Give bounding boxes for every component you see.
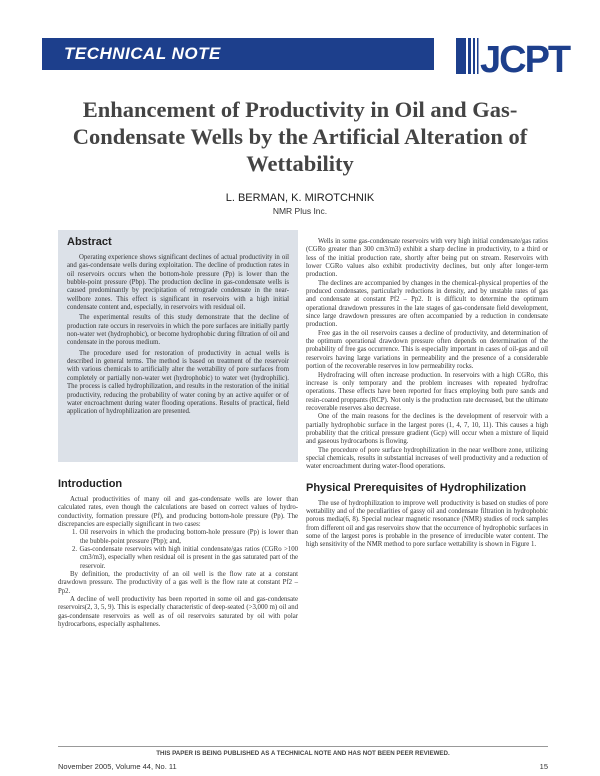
peer-review-note: THIS PAPER IS BEING PUBLISHED AS A TECHNICAL NOTE AND HAS NOT BEEN PEER REVIEWED. — [58, 746, 548, 757]
abstract-paragraph: Operating experience shows significant declines of actual productivity in oil and gas-condensate wells during exploitation. The decline of production rates in oil reservoirs occurs when the bottom-hole pressure (Pp) is lower than the bubble-point pressure (Pbp). The production decline in gas-condensate wells is caused predominantly by precipitation of retrograde condensate in the near-wellbore zones. This effect is significant in reservoirs with a high initial condensate content and, especially, in reservoirs with residual oil. — [67, 254, 289, 312]
abstract-box — [58, 230, 298, 462]
left-column — [58, 478, 298, 630]
logo-text: JCPT — [480, 39, 570, 81]
abstract-paragraph: The procedure used for restoration of productivity in actual wells is described in general terms. The method is based on treatment of the reservoir with various chemicals to artificially alter the wettability of pore surfaces from completely or partially non-water wet (hydrophobic) to water wet (hydrophilic). The process is called hydrophilization, and results in the restoration of the initial productivity, reducing the probability of water coning by an active aquifer or of water encroachment during water flooding operations. Results of practical, field application of hydrophilization are presented. — [67, 349, 289, 416]
body-paragraph: Wells in some gas-condensate reservoirs with very high initial condensate/gas ratios (CGRo greater than 300 cm3/m3) exhibit a sharp decline in productivity, to a third or less of the initial production rate, shortly after being put on stream. Reservoirs with lower CGRo values also exhibit productivity declines, but only after longer-term production. — [306, 238, 548, 279]
article-title: Enhancement of Productivity in Oil and Gas-Condensate Wells by the Artificial Alteration of Wettability — [72, 97, 528, 176]
abstract-heading: Abstract — [67, 236, 112, 248]
list-item: 1. Oil reservoirs in which the producing bottom-hole pressure (Pp) is lower than the bubble-point pressure (Pbp); and, — [72, 529, 298, 545]
abstract-paragraph: The experimental results of this study demonstrate that the decline of production rate occurs in reservoirs in which the pore surfaces are initially partly non-water wet (hydrophobic), or become hydrophobic during filtration of oil and condensate in the porous medium. — [67, 314, 289, 347]
body-paragraph: By definition, the productivity of an oil well is the flow rate at a constant drawdown pressure. The productivity of a gas well is the flow rate at constant Pf2 – Pp2. — [58, 571, 298, 595]
body-paragraph: One of the main reasons for the declines is the development of reservoir with a partially hydrophobic surface in the largest pores (1, 4, 7, 10, 11). This causes a high probability that the critical pressure gradient (Gcp) will occur when a mixture of liquid and gaseous hydrocarbons is flowing. — [306, 413, 548, 446]
list-item: 2. Gas-condensate reservoirs with high initial condensate/gas ratios (CGRo >100 cm3/m3), especially when residual oil is present in the gas saturated part of the reservoir. — [72, 546, 298, 570]
jcpt-logo — [456, 32, 570, 81]
body-paragraph: Free gas in the oil reservoirs causes a decline of productivity, and determination of the optimum operational drawdown pressure often depends on determination of the probability of free gas occurrence. This is especially important in cases of oil-gas and oil reservoirs having large variations in permeability and the presence of a considerable portion of the recoverable reserves in low permeability rocks. — [306, 329, 548, 371]
affiliation: NMR Plus Inc. — [272, 206, 328, 216]
section-heading: Physical Prerequisites of Hydrophilization — [306, 481, 527, 494]
right-column — [306, 238, 548, 550]
body-paragraph: The declines are accompanied by changes in the chemical-physical properties of the produced condensates, particularly reductions in density, and by unstable rates of gas and condensate at constant Pf2 – Pp2. It is difficult to determine the optimum operational drawdown pressures in the late stages of gas-condensate field development, since large drawdown pressures are often accompanied by a reduction in condensate production. — [306, 279, 548, 329]
authors: L. BERMAN, K. MIROTCHNIK — [225, 192, 375, 204]
body-paragraph: A decline of well productivity has been reported in some oil and gas-condensate reservoirs(2, 3, 5, 9). This is especially characteristic of deep-seated (>3,000 m) oil and gas-condensate reservoirs as well as of oil reservoirs saturated by oil with polar hydrocarbons, especially asphaltenes. — [58, 596, 298, 629]
body-paragraph: The procedure of pore surface hydrophilization in the near wellbore zone, utilizing special chemicals, results in substantial increases of well productivity and a reduction of water encroachment during water-flood operations. — [306, 446, 548, 471]
page-number: 15 — [539, 762, 548, 771]
body-paragraph: Hydrofracing will often increase production. In reservoirs with a high CGRo, this increase is only temporary and the problem increases with repeated hydrofrac operations. These effects have been reported for fracs employing both pure sands and resin-coated proppants (RCP). Not only is the production rate decreased, but the ultimate recoverable reserves also decrease. — [306, 371, 548, 412]
issue-info: November 2005, Volume 44, No. 11 — [58, 762, 177, 771]
banner-label: TECHNICAL NOTE — [64, 44, 221, 63]
body-paragraph: Actual productivities of many oil and gas-condensate wells are lower than calculated rates, even though the calculations are based on correct values of hydro-conductivity, formation pressure (Pf), and producing bottom-hole pressure (Pp). The discrepancies are especially significant in two cases: — [58, 496, 298, 529]
body-paragraph: The use of hydrophilization to improve well productivity is based on studies of pore wettability and of the peculiarities of gassy oil and condensate filtration in hydrophobic porous media(6, 8). Special nuclear magnetic resonance (NMR) studies of rock samples from different oil and gas reservoirs show that the occurrence of hydrophobic surfaces in some of the largest pores is probable in the presence of irreducible water content. The high sensitivity of the NMR method to pore surface wettability is shown in Figure 1. — [306, 499, 548, 549]
introduction-heading: Introduction — [58, 478, 123, 490]
technical-note-banner — [42, 38, 434, 70]
